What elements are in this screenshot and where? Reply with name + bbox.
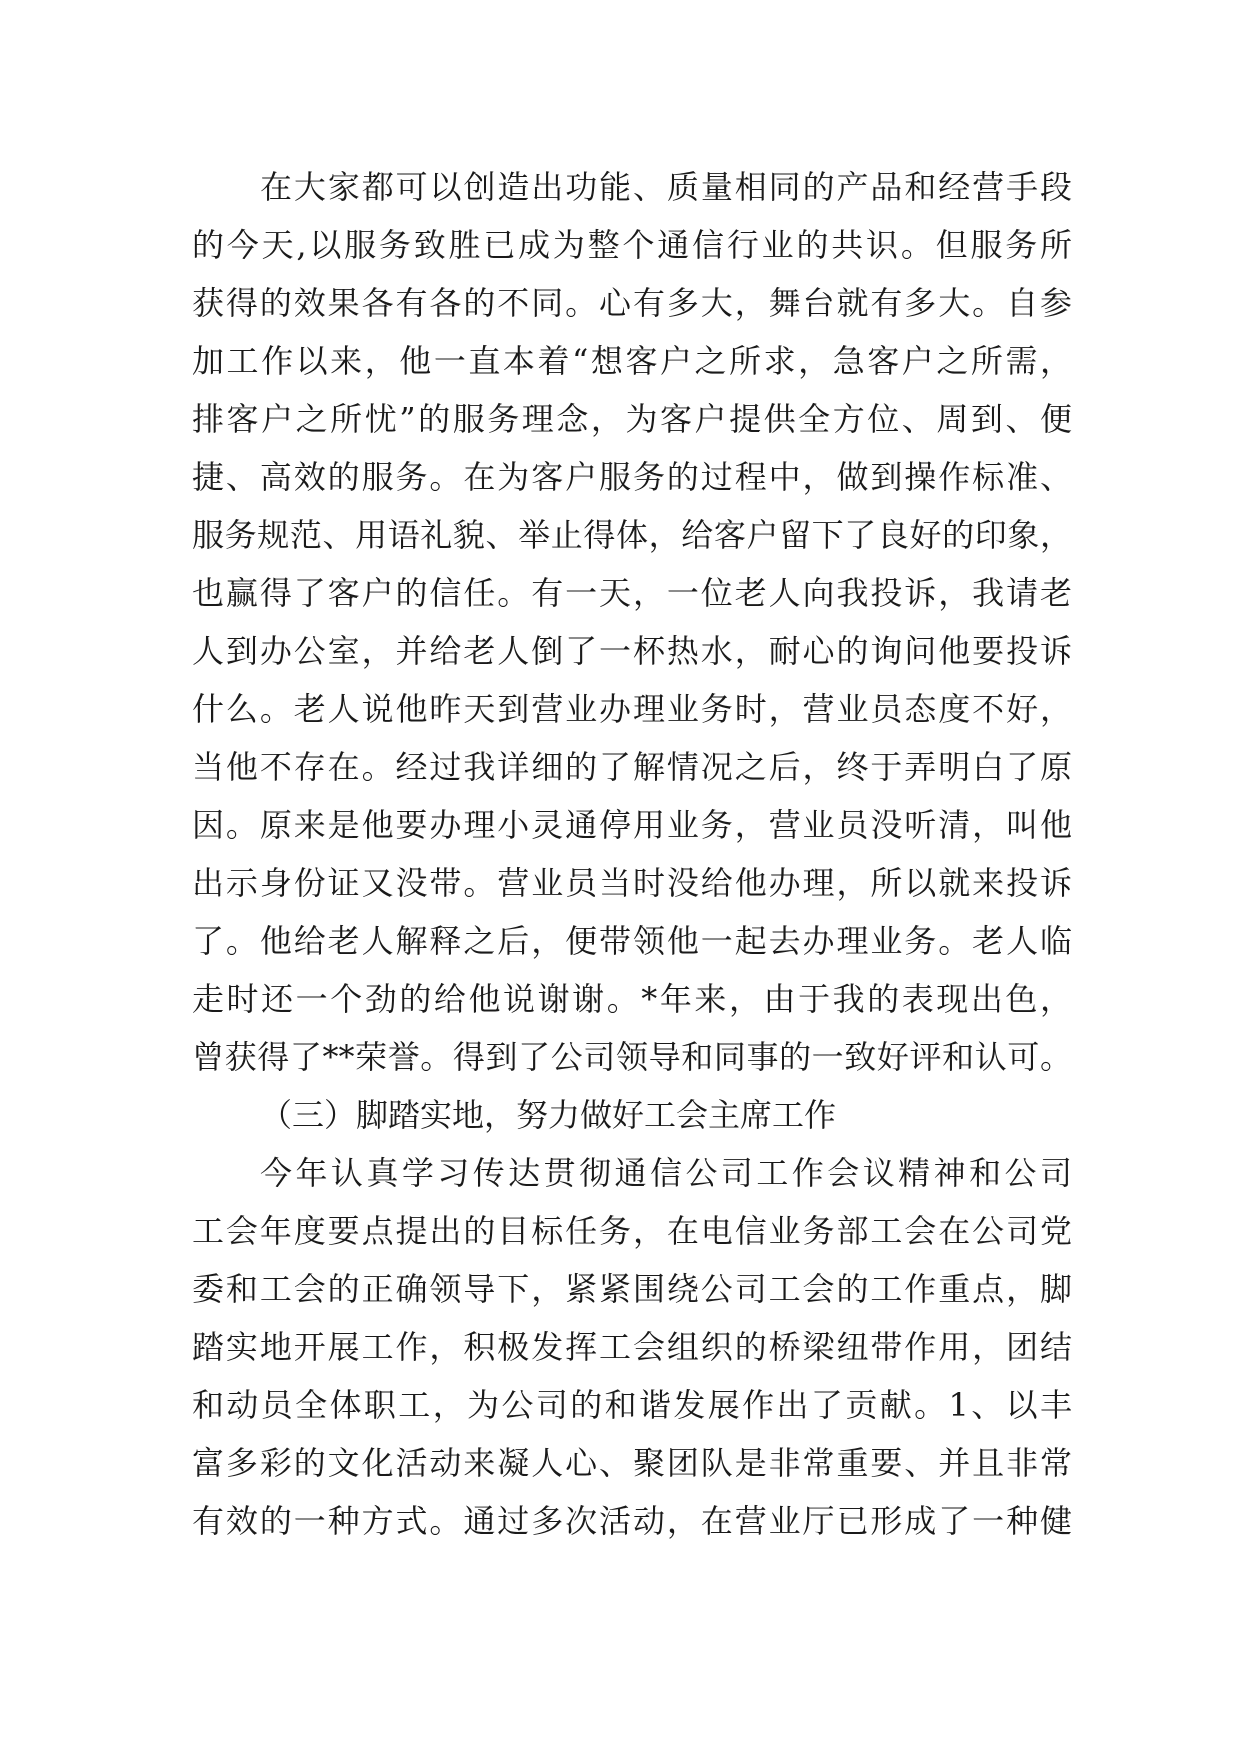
text-line: 的今天,以服务致胜已成为整个通信行业的共识。但服务所: [192, 226, 1072, 264]
text-line: 委和工会的正确领导下，紧紧围绕公司工会的工作重点，脚: [192, 1270, 1072, 1308]
text-line: 走时还一个劲的给他说谢谢。*年来，由于我的表现出色，: [192, 980, 1072, 1018]
text-line: 工会年度要点提出的目标任务，在电信业务部工会在公司党: [192, 1212, 1072, 1250]
text-line: 捷、高效的服务。在为客户服务的过程中，做到操作标准、: [192, 458, 1072, 496]
text-line: 在大家都可以创造出功能、质量相同的产品和经营手段: [260, 168, 1072, 206]
paragraph-service: [192, 158, 1072, 1086]
text-line: 排客户之所忧”的服务理念，为客户提供全方位、周到、便: [192, 400, 1072, 438]
text-line: 今年认真学习传达贯彻通信公司工作会议精神和公司: [260, 1154, 1072, 1192]
text-line: 了。他给老人解释之后，便带领他一起去办理业务。老人临: [192, 922, 1072, 960]
section-heading: （三）脚踏实地，努力做好工会主席工作: [260, 1096, 837, 1134]
text-line: 曾获得了**荣誉。得到了公司领导和同事的一致好评和认可。: [192, 1038, 1072, 1076]
text-line: 加工作以来，他一直本着“想客户之所求，急客户之所需，: [192, 342, 1072, 380]
text-line: 因。原来是他要办理小灵通停用业务，营业员没听清，叫他: [192, 806, 1072, 844]
text-line: 踏实地开展工作，积极发挥工会组织的桥梁纽带作用，团结: [192, 1328, 1072, 1366]
text-line: 获得的效果各有各的不同。心有多大，舞台就有多大。自参: [192, 284, 1072, 322]
text-line: 出示身份证又没带。营业员当时没给他办理，所以就来投诉: [192, 864, 1072, 902]
text-line: 当他不存在。经过我详细的了解情况之后，终于弄明白了原: [192, 748, 1072, 786]
text-line: 有效的一种方式。通过多次活动，在营业厅已形成了一种健: [192, 1502, 1072, 1540]
paragraph-union-work: [192, 1144, 1072, 1550]
text-line: 也赢得了客户的信任。有一天，一位老人向我投诉，我请老: [192, 574, 1072, 612]
text-line: 和动员全体职工，为公司的和谐发展作出了贡献。1、以丰: [192, 1386, 1072, 1424]
text-line: 人到办公室，并给老人倒了一杯热水，耐心的询问他要投诉: [192, 632, 1072, 670]
document-body: [192, 158, 1072, 1550]
text-line: 什么。老人说他昨天到营业办理业务时，营业员态度不好，: [192, 690, 1072, 728]
text-line: 富多彩的文化活动来凝人心、聚团队是非常重要、并且非常: [192, 1444, 1072, 1482]
text-line: 服务规范、用语礼貌、举止得体，给客户留下了良好的印象，: [192, 516, 1072, 554]
